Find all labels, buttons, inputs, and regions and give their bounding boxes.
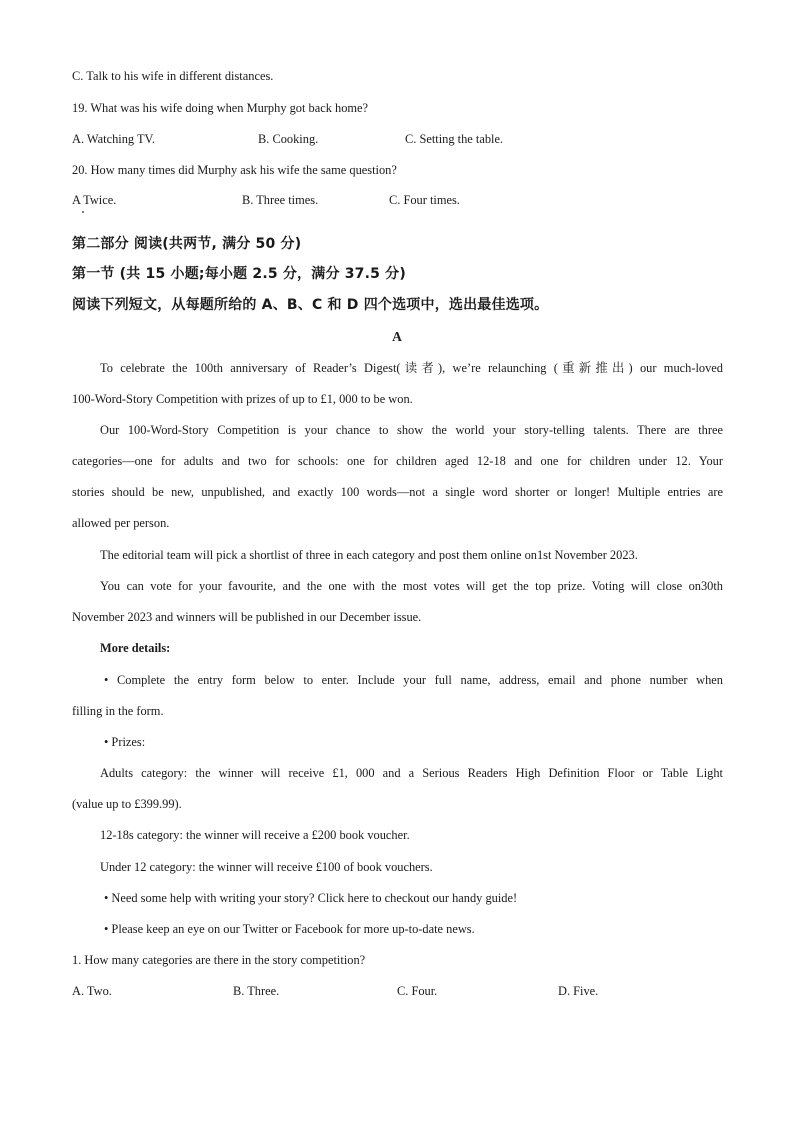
p3-line1: The editorial team will pick a shortlist of three in each category and post them online on1st November 2023. [100,548,638,562]
q20-option-c: C. Four times. [389,193,460,207]
section-title: 第一节 (共 15 小题;每小题 2.5 分，满分 37.5 分) [72,266,406,282]
q19-option-a: A. Watching TV. [72,132,155,146]
stray-dot [82,211,84,213]
p1-line1: To celebrate the 100th anniversary of Reader’s Digest(读者), we’re relaunching (重新推出) our much-loved [100,361,723,375]
bullet2-prizes: • Prizes: [104,735,146,749]
teens-prize: 12-18s category: the winner will receive a £200 book voucher. [100,828,410,842]
q20-question: 20. How many times did Murphy ask his wife the same question? [72,163,397,177]
q19-option-c: C. Setting the table. [405,132,504,146]
bullet1-line2: filling in the form. [72,704,164,718]
p2-line4: allowed per person. [72,516,170,530]
more-details-heading: More details: [100,641,171,655]
adults-line1: Adults category: the winner will receive £1, 000 and a Serious Readers High Definition Floor or Table Light [100,766,723,780]
p2-line1: Our 100-Word-Story Competition is your chance to show the world your story-telling talents. There are three [100,423,723,437]
q1-option-b: B. Three. [233,984,280,998]
p1-line2: 100-Word-Story Competition with prizes of up to £1, 000 to be won. [72,392,413,406]
q1-option-a: A. Two. [72,984,112,998]
q18-option-c: C. Talk to his wife in different distances. [72,69,274,83]
q1-option-d: D. Five. [558,984,599,998]
instruction: 阅读下列短文，从每题所给的 A、B、C 和 D 四个选项中，选出最佳选项。 [72,297,549,313]
q1-question: 1. How many categories are there in the story competition? [72,953,366,967]
q19-option-b: B. Cooking. [258,132,319,146]
p2-line2: categories—one for adults and two for schools: one for children aged 12-18 and one for children under 12. Your [72,454,723,468]
bullet1-line1: • Complete the entry form below to enter. Include your full name, address, email and phone number when [104,673,723,687]
q19-question: 19. What was his wife doing when Murphy got back home? [72,101,369,115]
q20-option-b: B. Three times. [242,193,319,207]
bullet3: • Need some help with writing your story? Click here to checkout our handy guide! [104,891,518,905]
part-title: 第二部分 阅读(共两节, 满分 50 分) [72,236,302,252]
bullet4: • Please keep an eye on our Twitter or Facebook for more up-to-date news. [104,922,475,936]
adults-line2: (value up to £399.99). [72,797,182,811]
q1-option-c: C. Four. [397,984,438,998]
p2-line3: stories should be new, unpublished, and exactly 100 words—not a single word shorter or longer! Multiple entries are [72,485,723,499]
under12-prize: Under 12 category: the winner will receive £100 of book vouchers. [100,860,433,874]
passage-label: A [392,329,402,344]
p4-line1: You can vote for your favourite, and the one with the most votes will get the top prize. Voting will close on30th [100,579,723,593]
p4-line2: November 2023 and winners will be published in our December issue. [72,610,422,624]
q20-option-a: A Twice. [72,193,117,207]
